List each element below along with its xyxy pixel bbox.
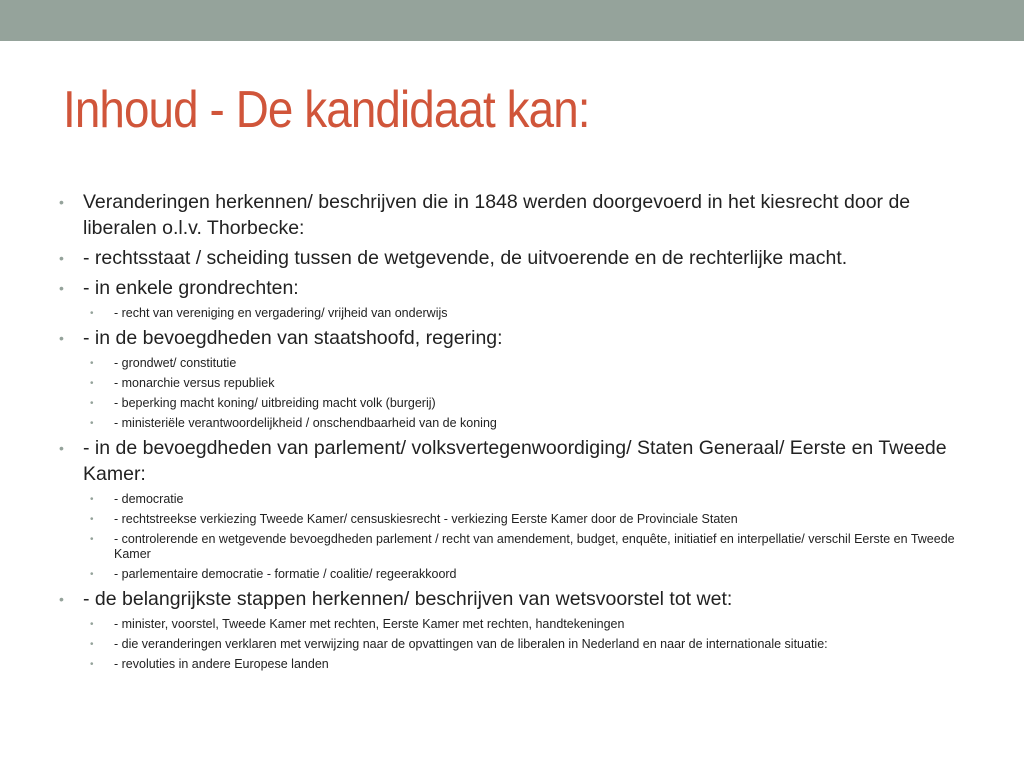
sub-list-item (58, 492, 958, 507)
list-item-text: - minister, voorstel, Tweede Kamer met rechten, Eerste Kamer met rechten, handtekeningen (114, 617, 625, 631)
bullet-icon: • (59, 330, 64, 346)
list-item-text: - beperking macht koning/ uitbreiding macht volk (burgerij) (114, 396, 436, 410)
sub-list-item (58, 657, 958, 672)
list-item (58, 586, 958, 612)
bullet-icon: • (59, 440, 64, 456)
bullet-icon: • (90, 358, 94, 369)
bullet-icon: • (90, 569, 94, 580)
bullet-icon: • (59, 591, 64, 607)
list-item (58, 245, 958, 271)
sub-list-item (58, 532, 958, 562)
sub-list-item (58, 356, 958, 371)
list-item-text: - grondwet/ constitutie (114, 356, 237, 370)
list-item (58, 275, 958, 301)
sub-list-item (58, 416, 958, 431)
sub-list-item (58, 376, 958, 391)
top-accent-bar (0, 0, 1024, 41)
list-item-text: - in enkele grondrechten: (83, 277, 299, 299)
sub-list-item (58, 306, 958, 321)
list-item-text: - recht van vereniging en vergadering/ vrijheid van onderwijs (114, 306, 448, 320)
bullet-icon: • (90, 534, 94, 545)
list-item-text: - ministeriële verantwoordelijkheid / onschendbaarheid van de koning (114, 416, 497, 430)
list-item-text: - rechtstreekse verkiezing Tweede Kamer/ censuskiesrecht - verkiezing Eerste Kamer door de Provinciale Staten (114, 512, 738, 526)
list-item-text: - rechtsstaat / scheiding tussen de wetgevende, de uitvoerende en de rechterlijke macht. (83, 247, 848, 269)
list-item-text: - parlementaire democratie - formatie / coalitie/ regeerakkoord (114, 567, 457, 581)
list-item-text: - die veranderingen verklaren met verwijzing naar de opvattingen van de liberalen in Nederland en naar de internationale situatie: (114, 637, 828, 651)
bullet-list (58, 185, 958, 672)
list-item-text: - in de bevoegdheden van parlement/ volksvertegenwoordiging/ Staten Generaal/ Eerste en Tweede Kamer: (83, 437, 947, 485)
list-item (58, 189, 958, 241)
list-item-text: - controlerende en wetgevende bevoegdheden parlement / recht van amendement, budget, enquête, initiatief en interpellatie/ verschil Eerste en Tweede Kamer (114, 532, 955, 561)
list-item-text: - de belangrijkste stappen herkennen/ beschrijven van wetsvoorstel tot wet: (83, 588, 733, 610)
bullet-icon: • (59, 194, 64, 210)
sub-list-item (58, 567, 958, 582)
list-item-text: Veranderingen herkennen/ beschrijven die in 1848 werden doorgevoerd in het kiesrecht door de liberalen o.l.v. Thorbecke: (83, 191, 911, 239)
bullet-icon: • (90, 398, 94, 409)
bullet-icon: • (90, 418, 94, 429)
list-item-text: - monarchie versus republiek (114, 376, 275, 390)
bullet-icon: • (90, 514, 94, 525)
list-item-text: - democratie (114, 492, 184, 506)
sub-list-item (58, 637, 958, 652)
bullet-icon: • (59, 280, 64, 296)
bullet-icon: • (90, 308, 94, 319)
bullet-icon: • (90, 659, 94, 670)
sub-list-item (58, 512, 958, 527)
bullet-icon: • (90, 639, 94, 650)
bullet-icon: • (59, 250, 64, 266)
list-item-text: - revoluties in andere Europese landen (114, 657, 329, 671)
list-item-text: - in de bevoegdheden van staatshoofd, regering: (83, 327, 503, 349)
sub-list-item (58, 617, 958, 632)
sub-list-item (58, 396, 958, 411)
list-item (58, 435, 958, 487)
slide-title: Inhoud - De kandidaat kan: (63, 81, 590, 139)
bullet-icon: • (90, 494, 94, 505)
list-item (58, 325, 958, 351)
bullet-icon: • (90, 378, 94, 389)
bullet-icon: • (90, 619, 94, 630)
